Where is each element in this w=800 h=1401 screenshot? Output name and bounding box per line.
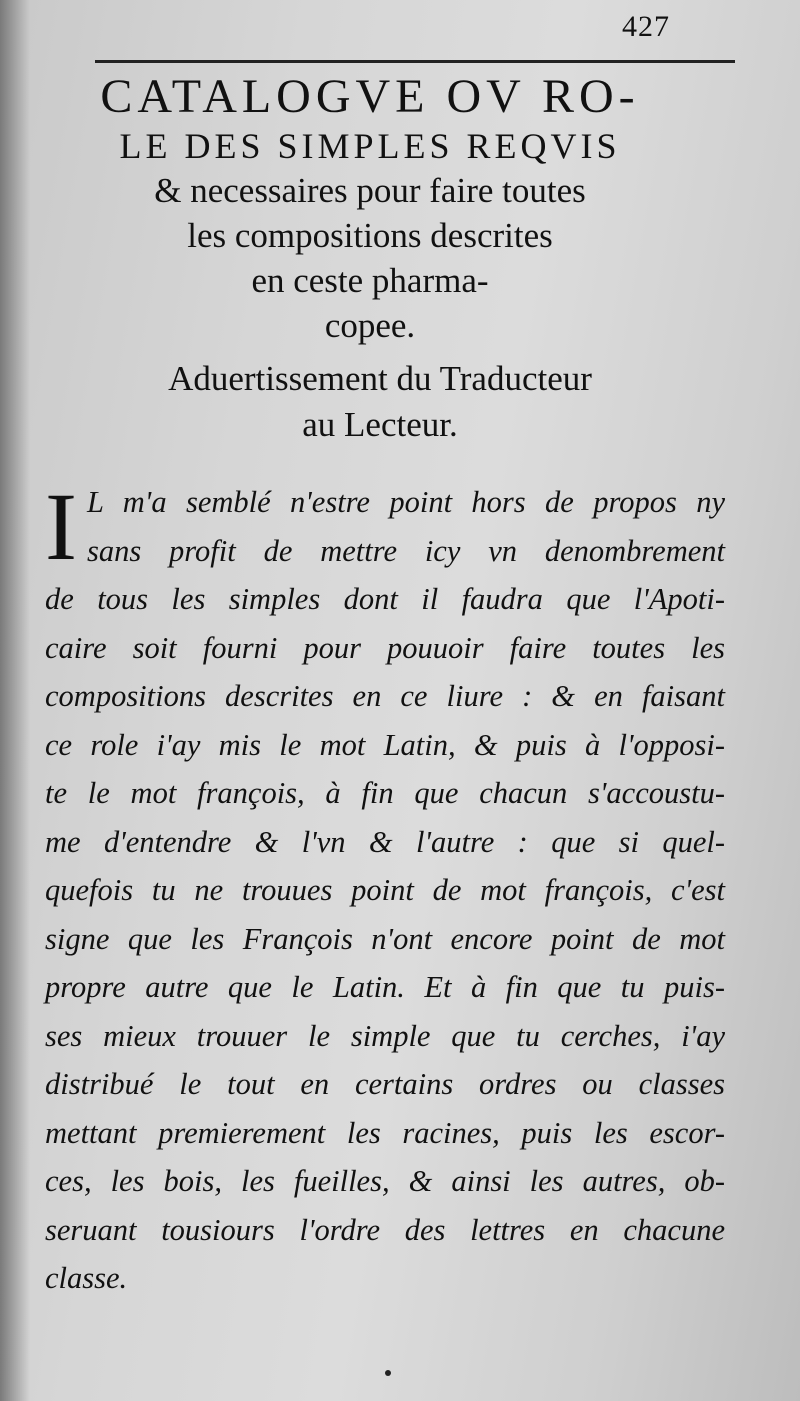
title-line-2: LE DES SIMPLES REQVIS	[119, 126, 621, 166]
body-line: seruant tousiours l'ordre des lettres en chacune	[45, 1212, 725, 1247]
body-line: ses mieux trouuer le simple que tu cerches, i'ay	[45, 1018, 725, 1053]
notice-line-1: Aduertissement du Traducteur	[168, 359, 592, 398]
notice-line-2: au Lecteur.	[302, 405, 458, 444]
title-line-3: & necessaires pour faire toutes	[154, 171, 586, 210]
body-line: quefois tu ne trouues point de mot françois, c'est	[45, 873, 725, 907]
header-rule	[95, 60, 735, 63]
title-line-4: les compositions descrites	[187, 216, 553, 255]
body-line: caire soit fourni pour pouuoir faire toutes les	[45, 630, 725, 665]
body-line: classe.	[45, 1261, 128, 1295]
printer-mark	[385, 1370, 391, 1376]
title-line-6: copee.	[324, 306, 416, 345]
body-line: me d'entendre & l'vn & l'autre : que si quel-	[45, 824, 725, 859]
notice-heading	[60, 356, 700, 448]
body-line: propre autre que le Latin. Et à fin que tu puis-	[45, 970, 725, 1004]
page-number: 427	[622, 10, 670, 43]
body-line: te le mot françois, à fin que chacun s'accoustu-	[45, 776, 725, 810]
body-line: distribué le tout en certains ordres ou classes	[45, 1067, 725, 1101]
body-line: sans profit de mettre icy vn denombrement	[86, 533, 725, 568]
body-line: mettant premierement les racines, puis les escor-	[45, 1115, 725, 1150]
body-line: L m'a semblé n'estre point hors de propos ny	[86, 485, 725, 519]
body-line: ce role i'ay mis le mot Latin, & puis à l'opposi-	[45, 727, 725, 762]
body-line: ces, les bois, les fueilles, & ainsi les autres, ob-	[45, 1164, 725, 1198]
title-line-1: CATALOGVE OV RO-	[100, 70, 640, 123]
body-paragraph	[45, 473, 725, 1303]
catalogue-title	[25, 70, 715, 348]
title-line-5: en ceste pharma-	[251, 261, 489, 300]
body-line: signe que les François n'ont encore point de mot	[45, 921, 725, 956]
body-line: compositions descrites en ce liure : & en faisant	[45, 679, 725, 713]
drop-cap: I	[45, 473, 77, 580]
body-line: de tous les simples dont il faudra que l'Apoti-	[45, 582, 725, 616]
